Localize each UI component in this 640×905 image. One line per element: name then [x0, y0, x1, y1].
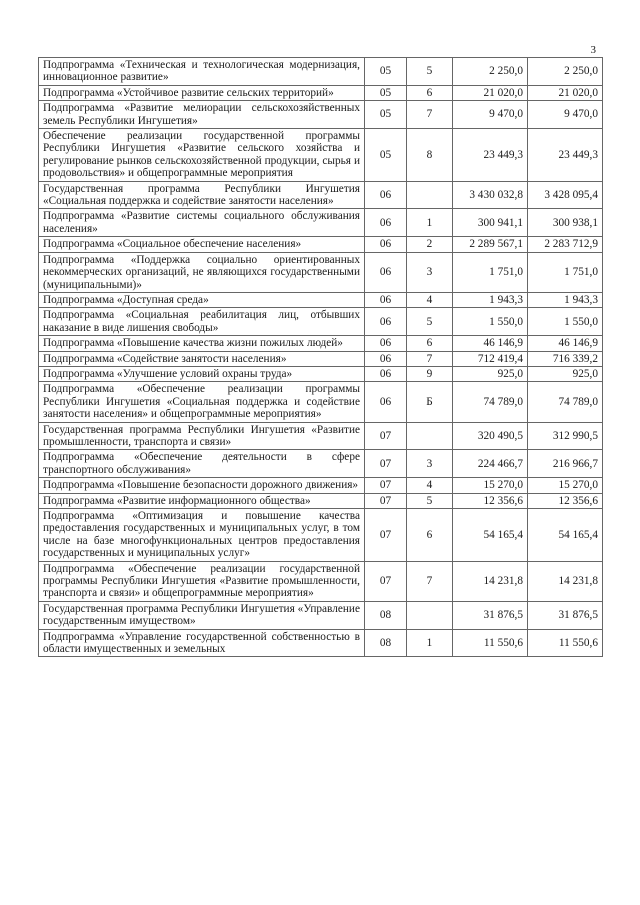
row-amount-1-cell: 2 250,0	[453, 58, 528, 86]
row-subsection-code-cell: 6	[407, 509, 453, 562]
row-amount-2-cell: 2 283 712,9	[528, 237, 603, 252]
row-subsection-code-cell: 7	[407, 351, 453, 366]
table-row	[39, 252, 603, 292]
table-row	[39, 336, 603, 351]
row-amount-1-cell: 1 943,3	[453, 292, 528, 307]
row-amount-2-cell: 3 428 095,4	[528, 181, 603, 209]
table-row	[39, 308, 603, 336]
row-name-cell: Подпрограмма «Развитие мелиорации сельскохозяйственных земель Республики Ингушетия»	[39, 101, 365, 129]
row-name-cell: Государственная программа Республики Ингушетия «Управление государственным имуществом»	[39, 601, 365, 629]
row-section-code-cell: 06	[365, 181, 407, 209]
row-subsection-code-cell	[407, 601, 453, 629]
row-name-cell: Подпрограмма «Доступная среда»	[39, 292, 365, 307]
row-name-cell: Подпрограмма «Техническая и технологическая модернизация, инновационное развитие»	[39, 58, 365, 86]
row-amount-1-cell: 15 270,0	[453, 478, 528, 493]
row-amount-1-cell: 224 466,7	[453, 450, 528, 478]
row-section-code-cell: 07	[365, 478, 407, 493]
row-amount-2-cell: 12 356,6	[528, 493, 603, 508]
row-name-cell: Подпрограмма «Обеспечение деятельности в сфере транспортного обслуживания»	[39, 450, 365, 478]
row-amount-2-cell: 15 270,0	[528, 478, 603, 493]
row-amount-1-cell: 300 941,1	[453, 209, 528, 237]
table-row	[39, 181, 603, 209]
row-subsection-code-cell: 3	[407, 252, 453, 292]
row-subsection-code-cell: 7	[407, 101, 453, 129]
row-section-code-cell: 05	[365, 58, 407, 86]
row-section-code-cell: 08	[365, 601, 407, 629]
table-row	[39, 366, 603, 381]
row-subsection-code-cell: 5	[407, 493, 453, 508]
table-row	[39, 351, 603, 366]
row-subsection-code-cell: 5	[407, 58, 453, 86]
row-section-code-cell: 07	[365, 493, 407, 508]
row-amount-2-cell: 1 943,3	[528, 292, 603, 307]
row-amount-1-cell: 21 020,0	[453, 85, 528, 100]
budget-table-body	[39, 58, 603, 657]
row-name-cell: Подпрограмма «Содействие занятости населения»	[39, 351, 365, 366]
row-section-code-cell: 05	[365, 85, 407, 100]
row-amount-2-cell: 23 449,3	[528, 129, 603, 182]
table-row	[39, 629, 603, 657]
row-subsection-code-cell: 6	[407, 85, 453, 100]
row-name-cell: Подпрограмма «Социальная реабилитация лиц, отбывших наказание в виде лишения свободы»	[39, 308, 365, 336]
row-name-cell: Подпрограмма «Повышение качества жизни пожилых людей»	[39, 336, 365, 351]
row-section-code-cell: 06	[365, 382, 407, 422]
row-subsection-code-cell: 1	[407, 209, 453, 237]
row-section-code-cell: 07	[365, 450, 407, 478]
table-row	[39, 382, 603, 422]
row-subsection-code-cell: 7	[407, 561, 453, 601]
table-row	[39, 601, 603, 629]
row-subsection-code-cell: 2	[407, 237, 453, 252]
row-name-cell: Подпрограмма «Обеспечение реализации государственной программы Республики Ингушетия «Развитие промышленности, транспорта и связи» и общепрограммные мероприятия»	[39, 561, 365, 601]
row-amount-2-cell: 14 231,8	[528, 561, 603, 601]
row-section-code-cell: 07	[365, 422, 407, 450]
row-section-code-cell: 06	[365, 336, 407, 351]
row-subsection-code-cell: 5	[407, 308, 453, 336]
table-row	[39, 237, 603, 252]
row-section-code-cell: 06	[365, 366, 407, 381]
row-name-cell: Подпрограмма «Социальное обеспечение населения»	[39, 237, 365, 252]
row-name-cell: Подпрограмма «Управление государственной собственностью в области имущественных и земельных	[39, 629, 365, 657]
table-row	[39, 509, 603, 562]
row-amount-1-cell: 46 146,9	[453, 336, 528, 351]
row-subsection-code-cell	[407, 422, 453, 450]
row-amount-2-cell: 11 550,6	[528, 629, 603, 657]
row-amount-1-cell: 23 449,3	[453, 129, 528, 182]
row-subsection-code-cell: Б	[407, 382, 453, 422]
row-section-code-cell: 08	[365, 629, 407, 657]
row-amount-1-cell: 11 550,6	[453, 629, 528, 657]
row-name-cell: Подпрограмма «Развитие системы социального обслуживания населения»	[39, 209, 365, 237]
table-row	[39, 493, 603, 508]
row-amount-1-cell: 74 789,0	[453, 382, 528, 422]
page-number: 3	[590, 44, 596, 56]
table-row	[39, 129, 603, 182]
table-row	[39, 101, 603, 129]
row-amount-2-cell: 300 938,1	[528, 209, 603, 237]
row-subsection-code-cell	[407, 181, 453, 209]
row-amount-2-cell: 1 550,0	[528, 308, 603, 336]
row-name-cell: Государственная программа Республики Ингушетия «Социальная поддержка и содействие занятости населения»	[39, 181, 365, 209]
row-section-code-cell: 06	[365, 292, 407, 307]
row-amount-2-cell: 925,0	[528, 366, 603, 381]
row-amount-1-cell: 2 289 567,1	[453, 237, 528, 252]
row-amount-2-cell: 9 470,0	[528, 101, 603, 129]
row-name-cell: Подпрограмма «Оптимизация и повышение качества предоставления государственных и муниципальных услуг, в том числе на базе многофункциональных центров предоставления государственных и муниципальных услуг»	[39, 509, 365, 562]
row-amount-1-cell: 31 876,5	[453, 601, 528, 629]
row-subsection-code-cell: 9	[407, 366, 453, 381]
row-subsection-code-cell: 3	[407, 450, 453, 478]
row-name-cell: Подпрограмма «Улучшение условий охраны труда»	[39, 366, 365, 381]
row-name-cell: Подпрограмма «Развитие информационного общества»	[39, 493, 365, 508]
row-amount-1-cell: 1 751,0	[453, 252, 528, 292]
row-section-code-cell: 06	[365, 209, 407, 237]
row-amount-2-cell: 54 165,4	[528, 509, 603, 562]
row-subsection-code-cell: 6	[407, 336, 453, 351]
row-subsection-code-cell: 8	[407, 129, 453, 182]
row-subsection-code-cell: 4	[407, 292, 453, 307]
row-name-cell: Государственная программа Республики Ингушетия «Развитие промышленности, транспорта и связи»	[39, 422, 365, 450]
row-name-cell: Подпрограмма «Поддержка социально ориентированных некоммерческих организаций, не являющихся государственными (муниципальными)»	[39, 252, 365, 292]
row-name-cell: Обеспечение реализации государственной программы Республики Ингушетия «Развитие сельского хозяйства и регулирование рынков сельскохозяйственной продукции, сырья и продовольствия» и общепрограммные мероприятия	[39, 129, 365, 182]
table-row	[39, 292, 603, 307]
row-section-code-cell: 05	[365, 129, 407, 182]
table-row	[39, 450, 603, 478]
row-section-code-cell: 06	[365, 351, 407, 366]
row-amount-1-cell: 320 490,5	[453, 422, 528, 450]
row-amount-2-cell: 46 146,9	[528, 336, 603, 351]
row-section-code-cell: 07	[365, 561, 407, 601]
row-amount-1-cell: 925,0	[453, 366, 528, 381]
row-amount-2-cell: 716 339,2	[528, 351, 603, 366]
row-amount-1-cell: 9 470,0	[453, 101, 528, 129]
row-name-cell: Подпрограмма «Устойчивое развитие сельских территорий»	[39, 85, 365, 100]
row-amount-1-cell: 3 430 032,8	[453, 181, 528, 209]
row-amount-2-cell: 31 876,5	[528, 601, 603, 629]
row-amount-2-cell: 21 020,0	[528, 85, 603, 100]
row-section-code-cell: 05	[365, 101, 407, 129]
row-amount-1-cell: 1 550,0	[453, 308, 528, 336]
row-name-cell: Подпрограмма «Повышение безопасности дорожного движения»	[39, 478, 365, 493]
row-amount-2-cell: 74 789,0	[528, 382, 603, 422]
row-name-cell: Подпрограмма «Обеспечение реализации программы Республики Ингушетия «Социальная поддержка и содействие занятости населения» и общепрограммные мероприятия»	[39, 382, 365, 422]
row-amount-1-cell: 712 419,4	[453, 351, 528, 366]
row-amount-2-cell: 312 990,5	[528, 422, 603, 450]
row-amount-2-cell: 1 751,0	[528, 252, 603, 292]
table-row	[39, 422, 603, 450]
table-row	[39, 58, 603, 86]
row-amount-1-cell: 54 165,4	[453, 509, 528, 562]
row-amount-1-cell: 14 231,8	[453, 561, 528, 601]
row-section-code-cell: 06	[365, 308, 407, 336]
row-section-code-cell: 06	[365, 252, 407, 292]
row-section-code-cell: 07	[365, 509, 407, 562]
row-amount-2-cell: 2 250,0	[528, 58, 603, 86]
table-row	[39, 478, 603, 493]
row-amount-1-cell: 12 356,6	[453, 493, 528, 508]
row-amount-2-cell: 216 966,7	[528, 450, 603, 478]
table-row	[39, 561, 603, 601]
row-subsection-code-cell: 4	[407, 478, 453, 493]
budget-table	[38, 57, 603, 657]
table-row	[39, 85, 603, 100]
row-section-code-cell: 06	[365, 237, 407, 252]
row-subsection-code-cell: 1	[407, 629, 453, 657]
table-row	[39, 209, 603, 237]
